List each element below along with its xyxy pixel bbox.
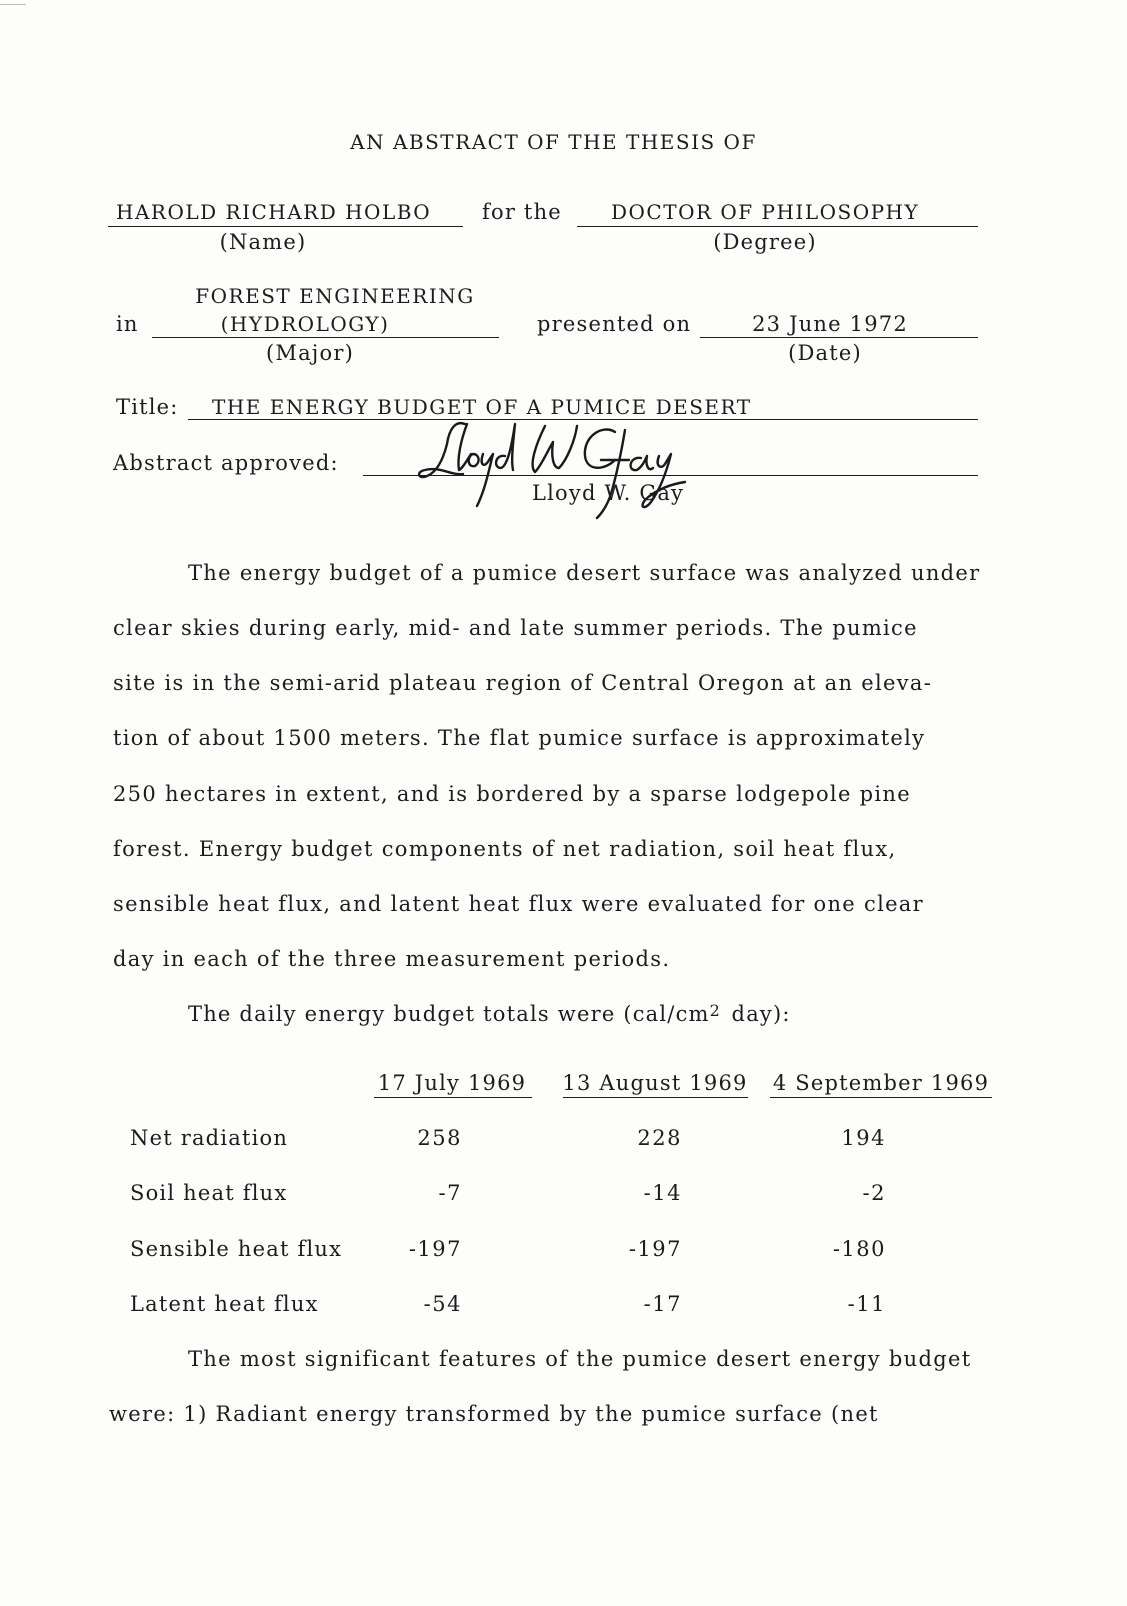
cell-value: -2 (862, 1181, 886, 1205)
paragraph-line: site is in the semi-arid plateau region of Central Oregon at an eleva- (113, 671, 933, 695)
paragraph-line: The most significant features of the pumice desert energy budget (188, 1347, 972, 1371)
cell-value: -14 (643, 1181, 682, 1205)
name-underline (108, 226, 463, 227)
major-line1: FOREST ENGINEERING (195, 284, 475, 308)
paragraph-line: The energy budget of a pumice desert surface was analyzed under (188, 561, 981, 585)
cell-value: -197 (408, 1237, 462, 1261)
totals-intro-text: The daily energy budget totals were (cal/cm (188, 1002, 710, 1026)
column-header-september: 4 September 1969 (772, 1071, 990, 1095)
column-header-july: 17 July 1969 (377, 1071, 527, 1095)
major-underline (152, 337, 499, 338)
degree-value: DOCTOR OF PHILOSOPHY (611, 200, 920, 224)
row-label-net-radiation: Net radiation (130, 1126, 289, 1150)
paragraph-line: were: 1) Radiant energy transformed by the pumice surface (net (109, 1402, 879, 1426)
cell-value: -11 (847, 1292, 886, 1316)
degree-underline (577, 226, 978, 227)
cell-value: 194 (841, 1126, 886, 1150)
cell-value: -54 (423, 1292, 462, 1316)
cell-value: -197 (628, 1237, 682, 1261)
paragraph-line: 250 hectares in extent, and is bordered by a sparse lodgepole pine (113, 782, 911, 806)
cell-value: 228 (637, 1126, 682, 1150)
presented-on-label: presented on (537, 312, 692, 336)
paragraph-line: clear skies during early, mid- and late summer periods. The pumice (113, 616, 918, 640)
row-label-soil-heat-flux: Soil heat flux (130, 1181, 288, 1205)
column-underline (563, 1097, 748, 1098)
paragraph-line: tion of about 1500 meters. The flat pumice surface is approximately (113, 726, 926, 750)
paragraph-line: day in each of the three measurement periods. (113, 947, 671, 971)
superscript-two: 2 (709, 1001, 722, 1020)
major-line2: (HYDROLOGY) (220, 312, 390, 336)
column-header-august: 13 August 1969 (562, 1071, 748, 1095)
totals-intro (188, 1002, 791, 1026)
date-value: 23 June 1972 (752, 312, 908, 336)
cell-value: -180 (832, 1237, 886, 1261)
column-underline (770, 1097, 992, 1098)
name-caption: (Name) (219, 230, 307, 254)
author-name: HAROLD RICHARD HOLBO (116, 200, 432, 224)
paragraph-line: sensible heat flux, and latent heat flux were evaluated for one clear (113, 892, 924, 916)
major-caption: (Major) (265, 341, 354, 365)
title-label: Title: (116, 395, 179, 419)
scan-mark (0, 4, 26, 5)
date-underline (700, 337, 978, 338)
totals-intro-end: day): (723, 1002, 791, 1026)
title-value: THE ENERGY BUDGET OF A PUMICE DESERT (212, 395, 752, 419)
abstract-heading: AN ABSTRACT OF THE THESIS OF (350, 130, 757, 154)
cell-value: 258 (417, 1126, 462, 1150)
for-the-label: for the (482, 200, 562, 224)
row-label-sensible-heat-flux: Sensible heat flux (130, 1237, 343, 1261)
in-label: in (116, 312, 139, 336)
paragraph-line: forest. Energy budget components of net radiation, soil heat flux, (113, 837, 897, 861)
cell-value: -7 (438, 1181, 462, 1205)
cell-value: -17 (643, 1292, 682, 1316)
signer-name: Lloyd W. Gay (532, 481, 685, 505)
date-caption: (Date) (788, 341, 862, 365)
row-label-latent-heat-flux: Latent heat flux (130, 1292, 319, 1316)
approved-label: Abstract approved: (113, 451, 339, 475)
degree-caption: (Degree) (713, 230, 817, 254)
column-underline (374, 1097, 532, 1098)
